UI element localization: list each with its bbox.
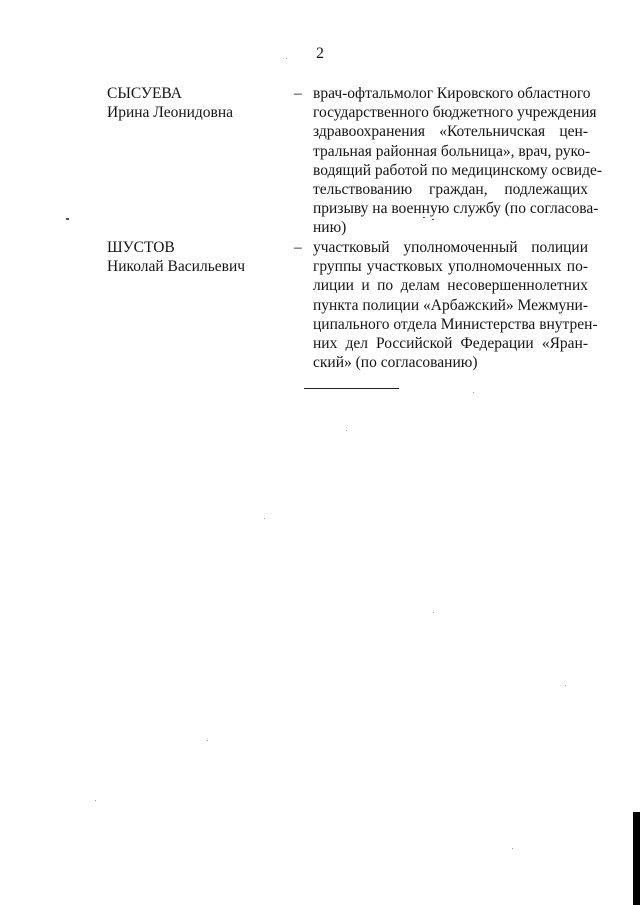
scan-speck bbox=[286, 58, 287, 59]
description-line: призыву на военную службу (по согласова- bbox=[313, 200, 599, 218]
description-line: ский» (по согласованию) bbox=[313, 354, 478, 372]
page-number: 2 bbox=[316, 45, 324, 62]
description-line: участковый уполномоченный полиции bbox=[313, 239, 588, 256]
scan-speck bbox=[432, 219, 434, 220]
description-line: тельствованию граждан, подлежащих bbox=[313, 181, 588, 199]
scan-speck bbox=[207, 740, 208, 741]
member-description bbox=[313, 238, 598, 372]
scan-speck bbox=[346, 430, 347, 431]
member-given-names: Николай Васильевич bbox=[107, 258, 246, 276]
description-line: здравоохранения «Котельничская цен- bbox=[313, 123, 588, 141]
dash-separator: – bbox=[294, 239, 302, 256]
scan-edge-mark bbox=[633, 812, 640, 905]
description-line: врач-офтальмолог Кировского областного bbox=[313, 85, 591, 102]
member-name bbox=[107, 238, 282, 276]
scan-speck bbox=[433, 612, 434, 613]
description-line: группы участковых уполномоченных по- bbox=[313, 258, 588, 276]
end-of-list-rule bbox=[304, 388, 399, 389]
scan-speck bbox=[565, 685, 566, 686]
scan-speck bbox=[512, 848, 513, 849]
scan-speck bbox=[473, 392, 474, 393]
description-line: нию) bbox=[313, 219, 347, 237]
scan-speck bbox=[66, 218, 69, 220]
scan-speck bbox=[423, 217, 425, 218]
description-line: лиции и по делам несовершеннолетних bbox=[313, 277, 588, 295]
description-line: водящий работой по медицинскому освиде- bbox=[313, 161, 603, 179]
scan-speck bbox=[95, 800, 96, 801]
scan-speck bbox=[264, 518, 265, 519]
member-name bbox=[107, 84, 282, 122]
description-line: пункта полиции «Арбажский» Межмуни- bbox=[313, 296, 589, 314]
member-surname: ШУСТОВ bbox=[107, 239, 175, 256]
member-surname: СЫСУЕВА bbox=[107, 85, 182, 102]
dash-separator: – bbox=[294, 85, 302, 102]
description-line: тральная районная больница», врач, руко- bbox=[313, 142, 591, 160]
member-description bbox=[313, 84, 603, 238]
description-line: ципального отдела Министерства внутрен- bbox=[313, 315, 598, 333]
description-line: государственного бюджетного учреждения bbox=[313, 104, 597, 122]
description-line: них дел Российской Федерации «Яран- bbox=[313, 335, 588, 353]
member-given-names: Ирина Леонидовна bbox=[107, 104, 234, 122]
